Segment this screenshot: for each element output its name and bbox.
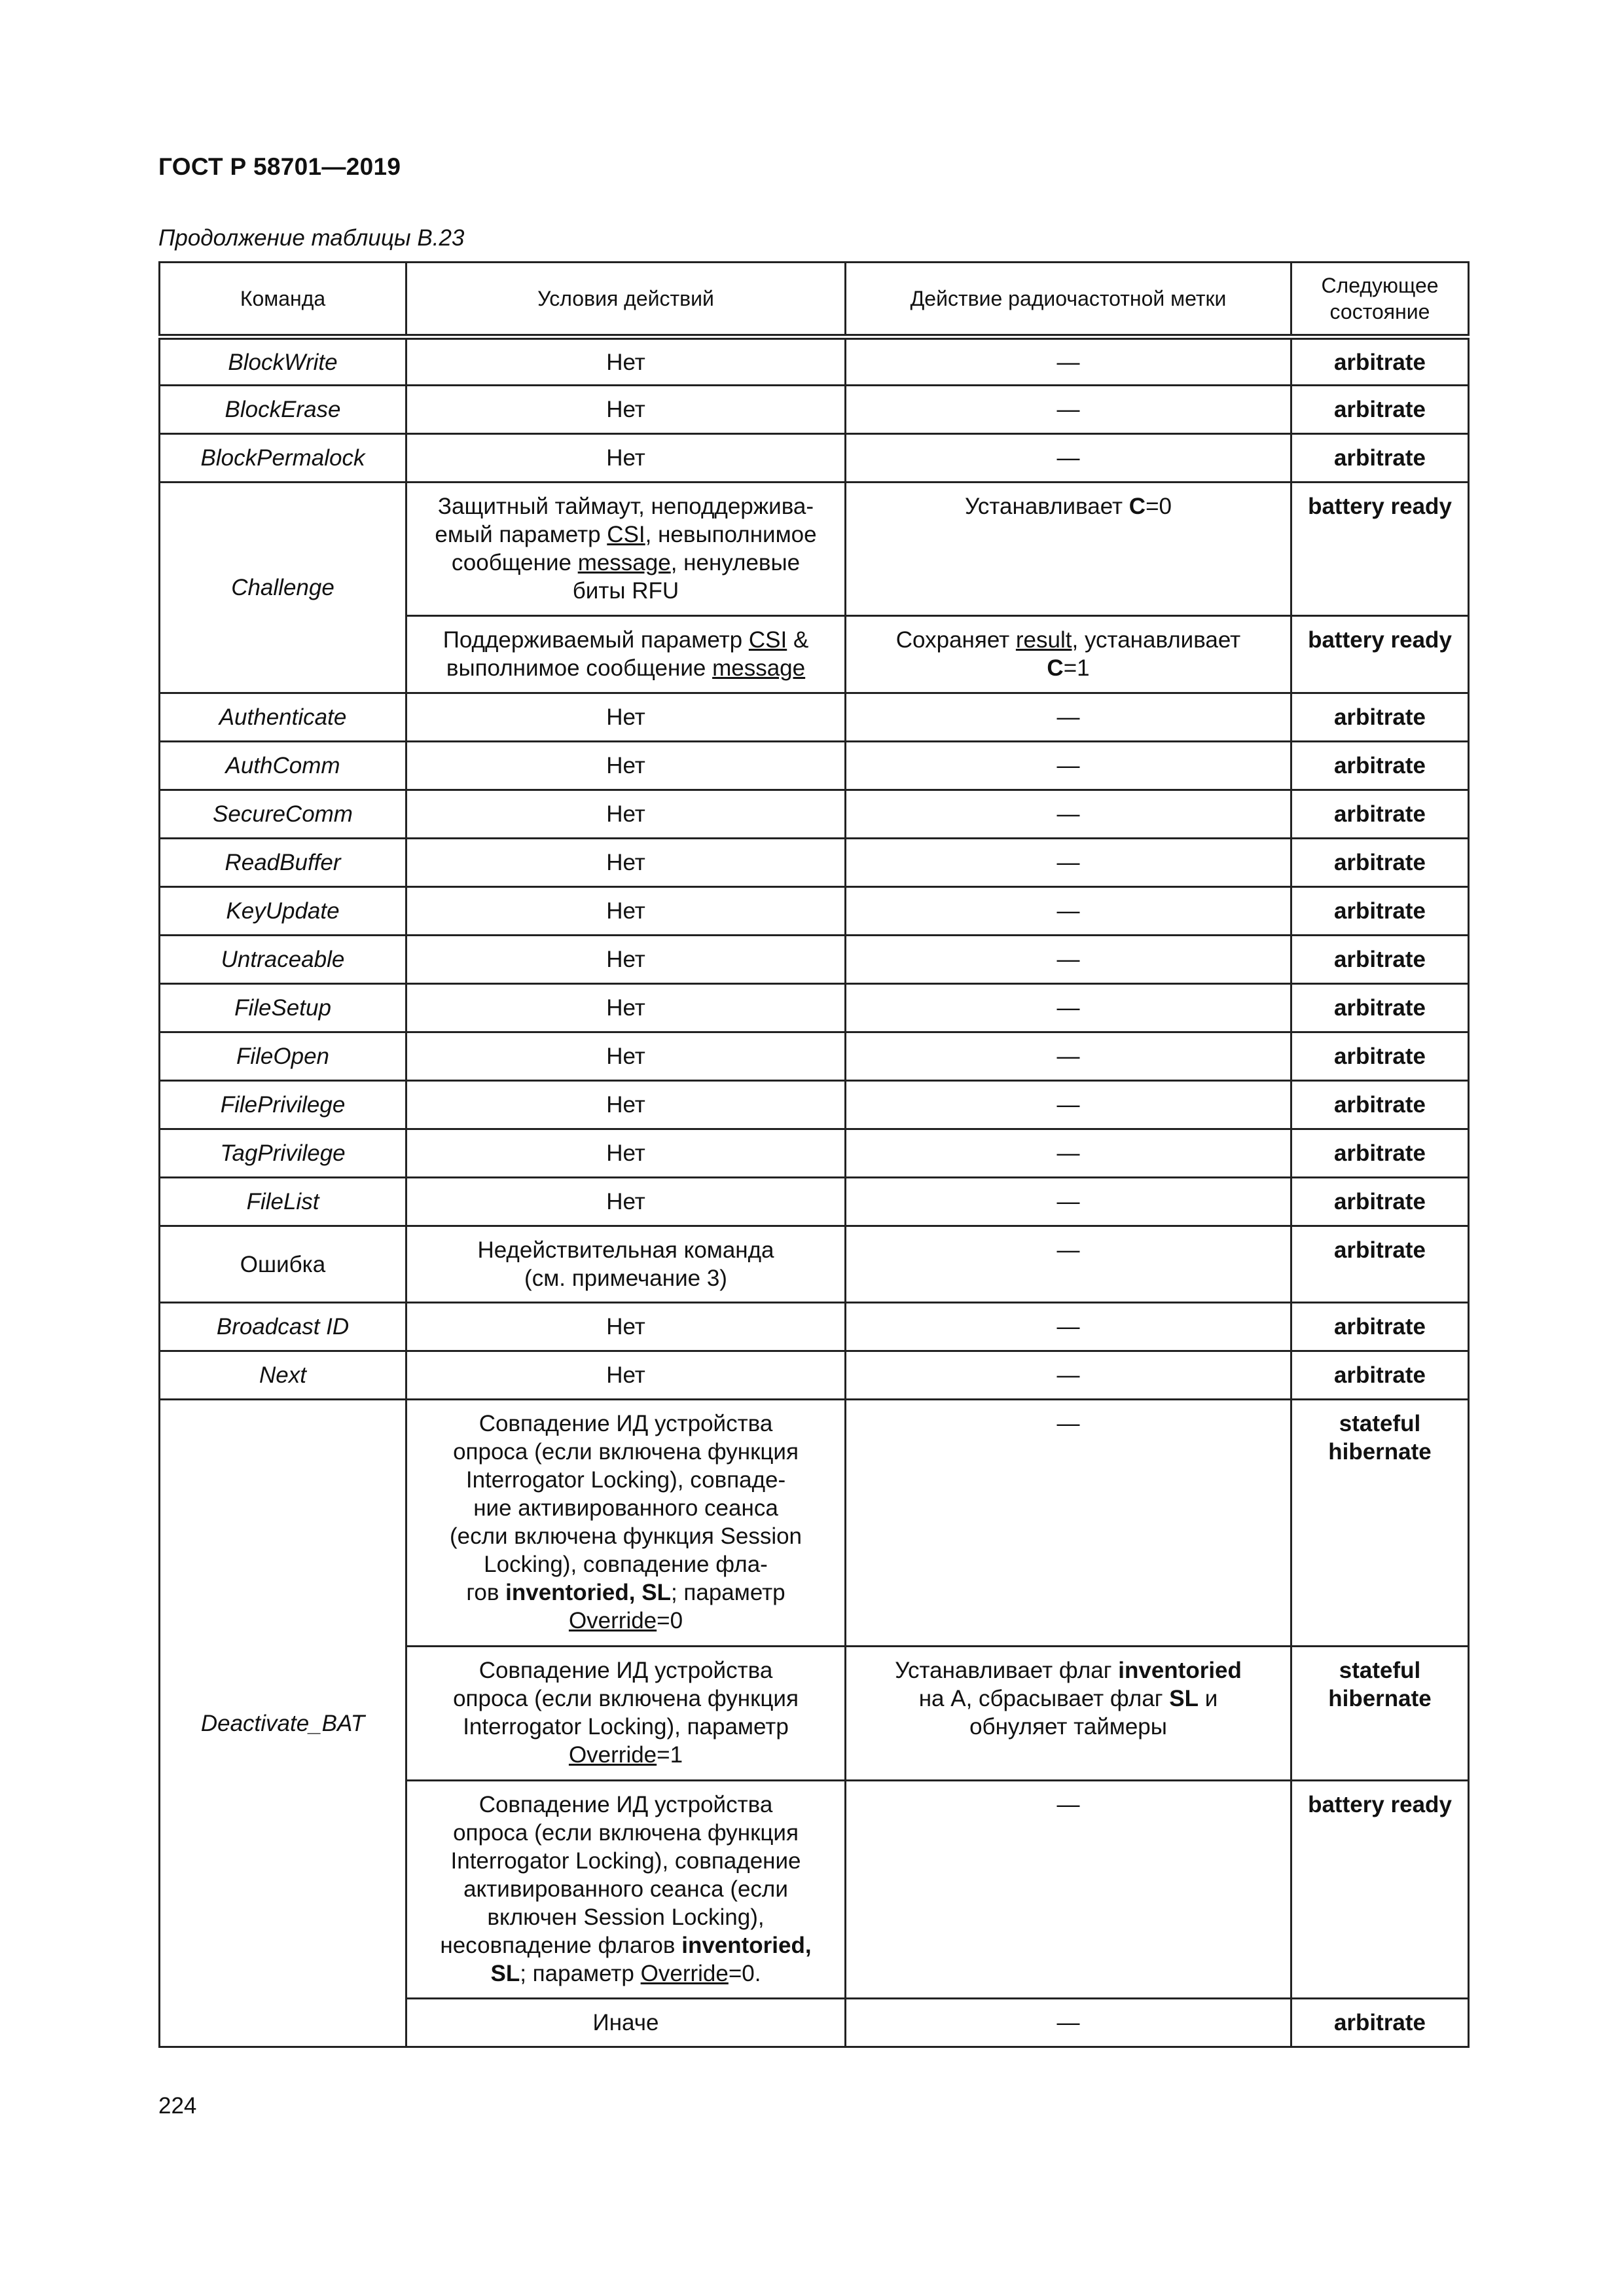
action-cell: —: [846, 693, 1291, 742]
condition-cell: Нет: [406, 887, 846, 936]
table-row-challenge-1: [160, 483, 1469, 616]
next-state-value: arbitrate: [1333, 1092, 1426, 1118]
next-state-cell: [1291, 1400, 1469, 1647]
next-state-value: hibernate: [1328, 1439, 1432, 1465]
table-caption: Продолжение таблицы В.23: [158, 225, 465, 251]
command-cell: FileList: [160, 1178, 406, 1226]
next-state-cell: [1291, 1647, 1469, 1781]
action-text: =1: [1063, 655, 1090, 681]
parameter-term: message: [712, 655, 806, 681]
condition-text: Совпадение ИД устройства: [478, 1792, 773, 1817]
state-transition-table: [158, 261, 1470, 2048]
flag-term: inventoried,: [681, 1933, 812, 1958]
next-state-cell: [1291, 386, 1469, 434]
page-number: 224: [158, 2093, 197, 2119]
condition-cell: Иначе: [406, 1999, 846, 2047]
condition-text: гов: [466, 1580, 506, 1605]
next-state-cell: [1291, 616, 1469, 693]
action-cell: —: [846, 742, 1291, 790]
condition-cell: [406, 1226, 846, 1303]
next-state-cell: [1291, 1781, 1469, 1999]
next-state-value: arbitrate: [1333, 1314, 1426, 1339]
action-cell: [846, 616, 1291, 693]
next-state-value: arbitrate: [1333, 898, 1426, 924]
next-state-header-text: Следующее состояние: [1321, 274, 1439, 323]
flag-term: SL: [490, 1961, 520, 1986]
condition-text: сообщение: [451, 550, 578, 575]
command-cell: BlockErase: [160, 386, 406, 434]
table-row: [160, 337, 1469, 386]
condition-text: выполнимое сообщение: [446, 655, 713, 681]
command-cell: FileOpen: [160, 1032, 406, 1081]
table-row: [160, 790, 1469, 839]
next-state-value: arbitrate: [1333, 1237, 1426, 1263]
parameter-term: Override: [568, 1608, 657, 1633]
parameter-term: CSI: [607, 522, 645, 547]
condition-text: активированного сеанса (если: [463, 1876, 788, 1902]
action-cell: —: [846, 887, 1291, 936]
action-cell: —: [846, 984, 1291, 1032]
next-state-cell: [1291, 1178, 1469, 1226]
document-header: ГОСТ Р 58701—2019: [158, 153, 401, 180]
condition-cell: Нет: [406, 742, 846, 790]
condition-text: Защитный таймаут, неподдержива-: [437, 494, 814, 519]
condition-cell: Нет: [406, 984, 846, 1032]
parameter-term: CSI: [748, 627, 787, 653]
parameter-term: Override: [640, 1961, 729, 1986]
condition-text: включен Session Locking),: [487, 1904, 765, 1930]
condition-cell: Нет: [406, 337, 846, 386]
table-row: [160, 693, 1469, 742]
condition-text: опроса (если включена функция: [453, 1686, 799, 1711]
next-state-value: arbitrate: [1333, 2010, 1426, 2035]
next-state-value: arbitrate: [1333, 801, 1426, 827]
next-state-value: arbitrate: [1333, 1140, 1426, 1166]
command-cell: Authenticate: [160, 693, 406, 742]
next-state-value: battery ready: [1308, 494, 1452, 519]
action-cell: [846, 483, 1291, 616]
next-state-value: battery ready: [1308, 627, 1452, 653]
command-cell: AuthComm: [160, 742, 406, 790]
condition-text: ; параметр: [520, 1961, 641, 1986]
table-row: [160, 434, 1469, 483]
next-state-value: arbitrate: [1333, 947, 1426, 972]
command-cell: Next: [160, 1351, 406, 1400]
condition-text: емый параметр: [435, 522, 607, 547]
next-state-value: hibernate: [1328, 1686, 1432, 1711]
column-header-command: Команда: [160, 263, 406, 337]
action-cell: —: [846, 1226, 1291, 1303]
table-row: [160, 936, 1469, 984]
next-state-value: arbitrate: [1333, 1189, 1426, 1214]
condition-cell: Нет: [406, 1178, 846, 1226]
condition-cell: [406, 616, 846, 693]
condition-cell: Нет: [406, 1032, 846, 1081]
condition-text: =0: [657, 1608, 683, 1633]
condition-text: (если включена функция Session: [449, 1523, 803, 1549]
next-state-cell: [1291, 742, 1469, 790]
next-state-cell: [1291, 1303, 1469, 1351]
command-cell: KeyUpdate: [160, 887, 406, 936]
next-state-value: stateful: [1339, 1411, 1421, 1436]
next-state-cell: [1291, 1999, 1469, 2047]
action-text: Сохраняет: [895, 627, 1016, 653]
command-cell: Untraceable: [160, 936, 406, 984]
table-row: [160, 839, 1469, 887]
condition-text: опроса (если включена функция: [453, 1439, 799, 1465]
condition-cell: Нет: [406, 839, 846, 887]
action-cell: —: [846, 434, 1291, 483]
next-state-value: arbitrate: [1333, 397, 1426, 422]
action-cell: —: [846, 386, 1291, 434]
condition-cell: [406, 483, 846, 616]
next-state-cell: [1291, 984, 1469, 1032]
condition-cell: [406, 1647, 846, 1781]
action-cell: —: [846, 1129, 1291, 1178]
condition-text: (см. примечание 3): [524, 1266, 727, 1291]
next-state-value: arbitrate: [1333, 1044, 1426, 1069]
condition-cell: Нет: [406, 1303, 846, 1351]
action-text: , устанавливает: [1072, 627, 1241, 653]
condition-text: Поддерживаемый параметр: [442, 627, 749, 653]
next-state-value: battery ready: [1308, 1792, 1452, 1817]
condition-cell: Нет: [406, 434, 846, 483]
next-state-cell: [1291, 936, 1469, 984]
command-cell: TagPrivilege: [160, 1129, 406, 1178]
table-row: [160, 386, 1469, 434]
next-state-cell: [1291, 693, 1469, 742]
condition-text: , невыполнимое: [645, 522, 817, 547]
condition-text: Совпадение ИД устройства: [478, 1411, 773, 1436]
next-state-cell: [1291, 337, 1469, 386]
condition-text: ние активированного сеанса: [473, 1495, 778, 1521]
parameter-term: result: [1015, 627, 1072, 653]
condition-cell: [406, 1781, 846, 1999]
next-state-cell: [1291, 790, 1469, 839]
condition-cell: Нет: [406, 693, 846, 742]
next-state-value: arbitrate: [1333, 753, 1426, 778]
flag-term: SL: [1169, 1686, 1199, 1711]
condition-text: =0.: [728, 1961, 761, 1986]
table-row: [160, 1032, 1469, 1081]
action-cell: —: [846, 1351, 1291, 1400]
command-cell: BlockPermalock: [160, 434, 406, 483]
action-cell: —: [846, 790, 1291, 839]
action-cell: —: [846, 839, 1291, 887]
condition-cell: Нет: [406, 386, 846, 434]
table-row: [160, 1129, 1469, 1178]
action-text: Устанавливает флаг: [895, 1658, 1119, 1683]
condition-cell: Нет: [406, 1351, 846, 1400]
next-state-value: arbitrate: [1333, 704, 1426, 730]
condition-text: Недействительная команда: [477, 1237, 774, 1263]
table-row: [160, 984, 1469, 1032]
command-cell: SecureComm: [160, 790, 406, 839]
condition-text: , ненулевые: [670, 550, 801, 575]
table-row: [160, 1351, 1469, 1400]
next-state-value: arbitrate: [1333, 850, 1426, 875]
next-state-value: arbitrate: [1333, 349, 1426, 375]
next-state-value: arbitrate: [1333, 1362, 1426, 1388]
action-text: на А, сбрасывает флаг: [918, 1686, 1170, 1711]
action-cell: —: [846, 1303, 1291, 1351]
condition-cell: Нет: [406, 1129, 846, 1178]
next-state-cell: [1291, 434, 1469, 483]
condition-text: =1: [657, 1742, 683, 1768]
flag-term: C: [1128, 494, 1146, 519]
command-cell: BlockWrite: [160, 337, 406, 386]
action-text: =0: [1146, 494, 1172, 519]
next-state-cell: [1291, 1081, 1469, 1129]
action-text: обнуляет таймеры: [969, 1714, 1167, 1740]
action-cell: —: [846, 936, 1291, 984]
condition-text: опроса (если включена функция: [453, 1820, 799, 1846]
command-cell-deactivate-bat: Deactivate_BAT: [160, 1400, 406, 2047]
action-text: и: [1199, 1686, 1218, 1711]
condition-cell: Нет: [406, 936, 846, 984]
action-cell: —: [846, 1400, 1291, 1647]
condition-text: Совпадение ИД устройства: [478, 1658, 773, 1683]
next-state-cell: [1291, 1129, 1469, 1178]
table-row: [160, 1303, 1469, 1351]
table-header-row: [160, 263, 1469, 337]
condition-text: ; параметр: [670, 1580, 785, 1605]
action-cell: —: [846, 1781, 1291, 1999]
flag-term: C: [1047, 655, 1064, 681]
table-row: [160, 1178, 1469, 1226]
condition-text: Interrogator Locking), параметр: [463, 1714, 789, 1740]
next-state-cell: [1291, 1032, 1469, 1081]
action-cell: [846, 1647, 1291, 1781]
condition-cell: Нет: [406, 1081, 846, 1129]
parameter-term: message: [577, 550, 671, 575]
command-cell: ReadBuffer: [160, 839, 406, 887]
table-row-deactivate-1: [160, 1400, 1469, 1647]
table-row: [160, 1081, 1469, 1129]
table-row-error: [160, 1226, 1469, 1303]
condition-text: биты RFU: [572, 578, 679, 604]
action-cell: —: [846, 1178, 1291, 1226]
action-cell: —: [846, 1081, 1291, 1129]
column-header-next-state: [1291, 263, 1469, 337]
parameter-term: Override: [568, 1742, 657, 1768]
next-state-value: stateful: [1339, 1658, 1421, 1683]
table-row: [160, 887, 1469, 936]
condition-text: несовпадение флагов: [440, 1933, 682, 1958]
command-cell-error: Ошибка: [160, 1226, 406, 1303]
condition-text: &: [787, 627, 809, 653]
command-cell: FilePrivilege: [160, 1081, 406, 1129]
action-cell: —: [846, 1032, 1291, 1081]
action-cell: —: [846, 337, 1291, 386]
condition-text: Interrogator Locking), совпадение: [450, 1848, 801, 1874]
column-header-tag-action: Действие радиочастотной метки: [846, 263, 1291, 337]
next-state-cell: [1291, 1351, 1469, 1400]
next-state-cell: [1291, 1226, 1469, 1303]
command-cell-challenge: Challenge: [160, 483, 406, 693]
next-state-cell: [1291, 483, 1469, 616]
command-cell: FileSetup: [160, 984, 406, 1032]
condition-cell: [406, 1400, 846, 1647]
flag-term: inventoried: [1118, 1658, 1242, 1683]
column-header-conditions: Условия действий: [406, 263, 846, 337]
next-state-cell: [1291, 839, 1469, 887]
table-row: [160, 742, 1469, 790]
next-state-value: arbitrate: [1333, 445, 1426, 471]
condition-text: Locking), совпадение фла-: [484, 1552, 768, 1577]
action-cell: —: [846, 1999, 1291, 2047]
action-text: Устанавливает: [965, 494, 1129, 519]
flag-term: inventoried, SL: [505, 1580, 671, 1605]
next-state-value: arbitrate: [1333, 995, 1426, 1021]
condition-text: Interrogator Locking), совпаде-: [465, 1467, 786, 1493]
next-state-cell: [1291, 887, 1469, 936]
command-cell: Broadcast ID: [160, 1303, 406, 1351]
condition-cell: Нет: [406, 790, 846, 839]
